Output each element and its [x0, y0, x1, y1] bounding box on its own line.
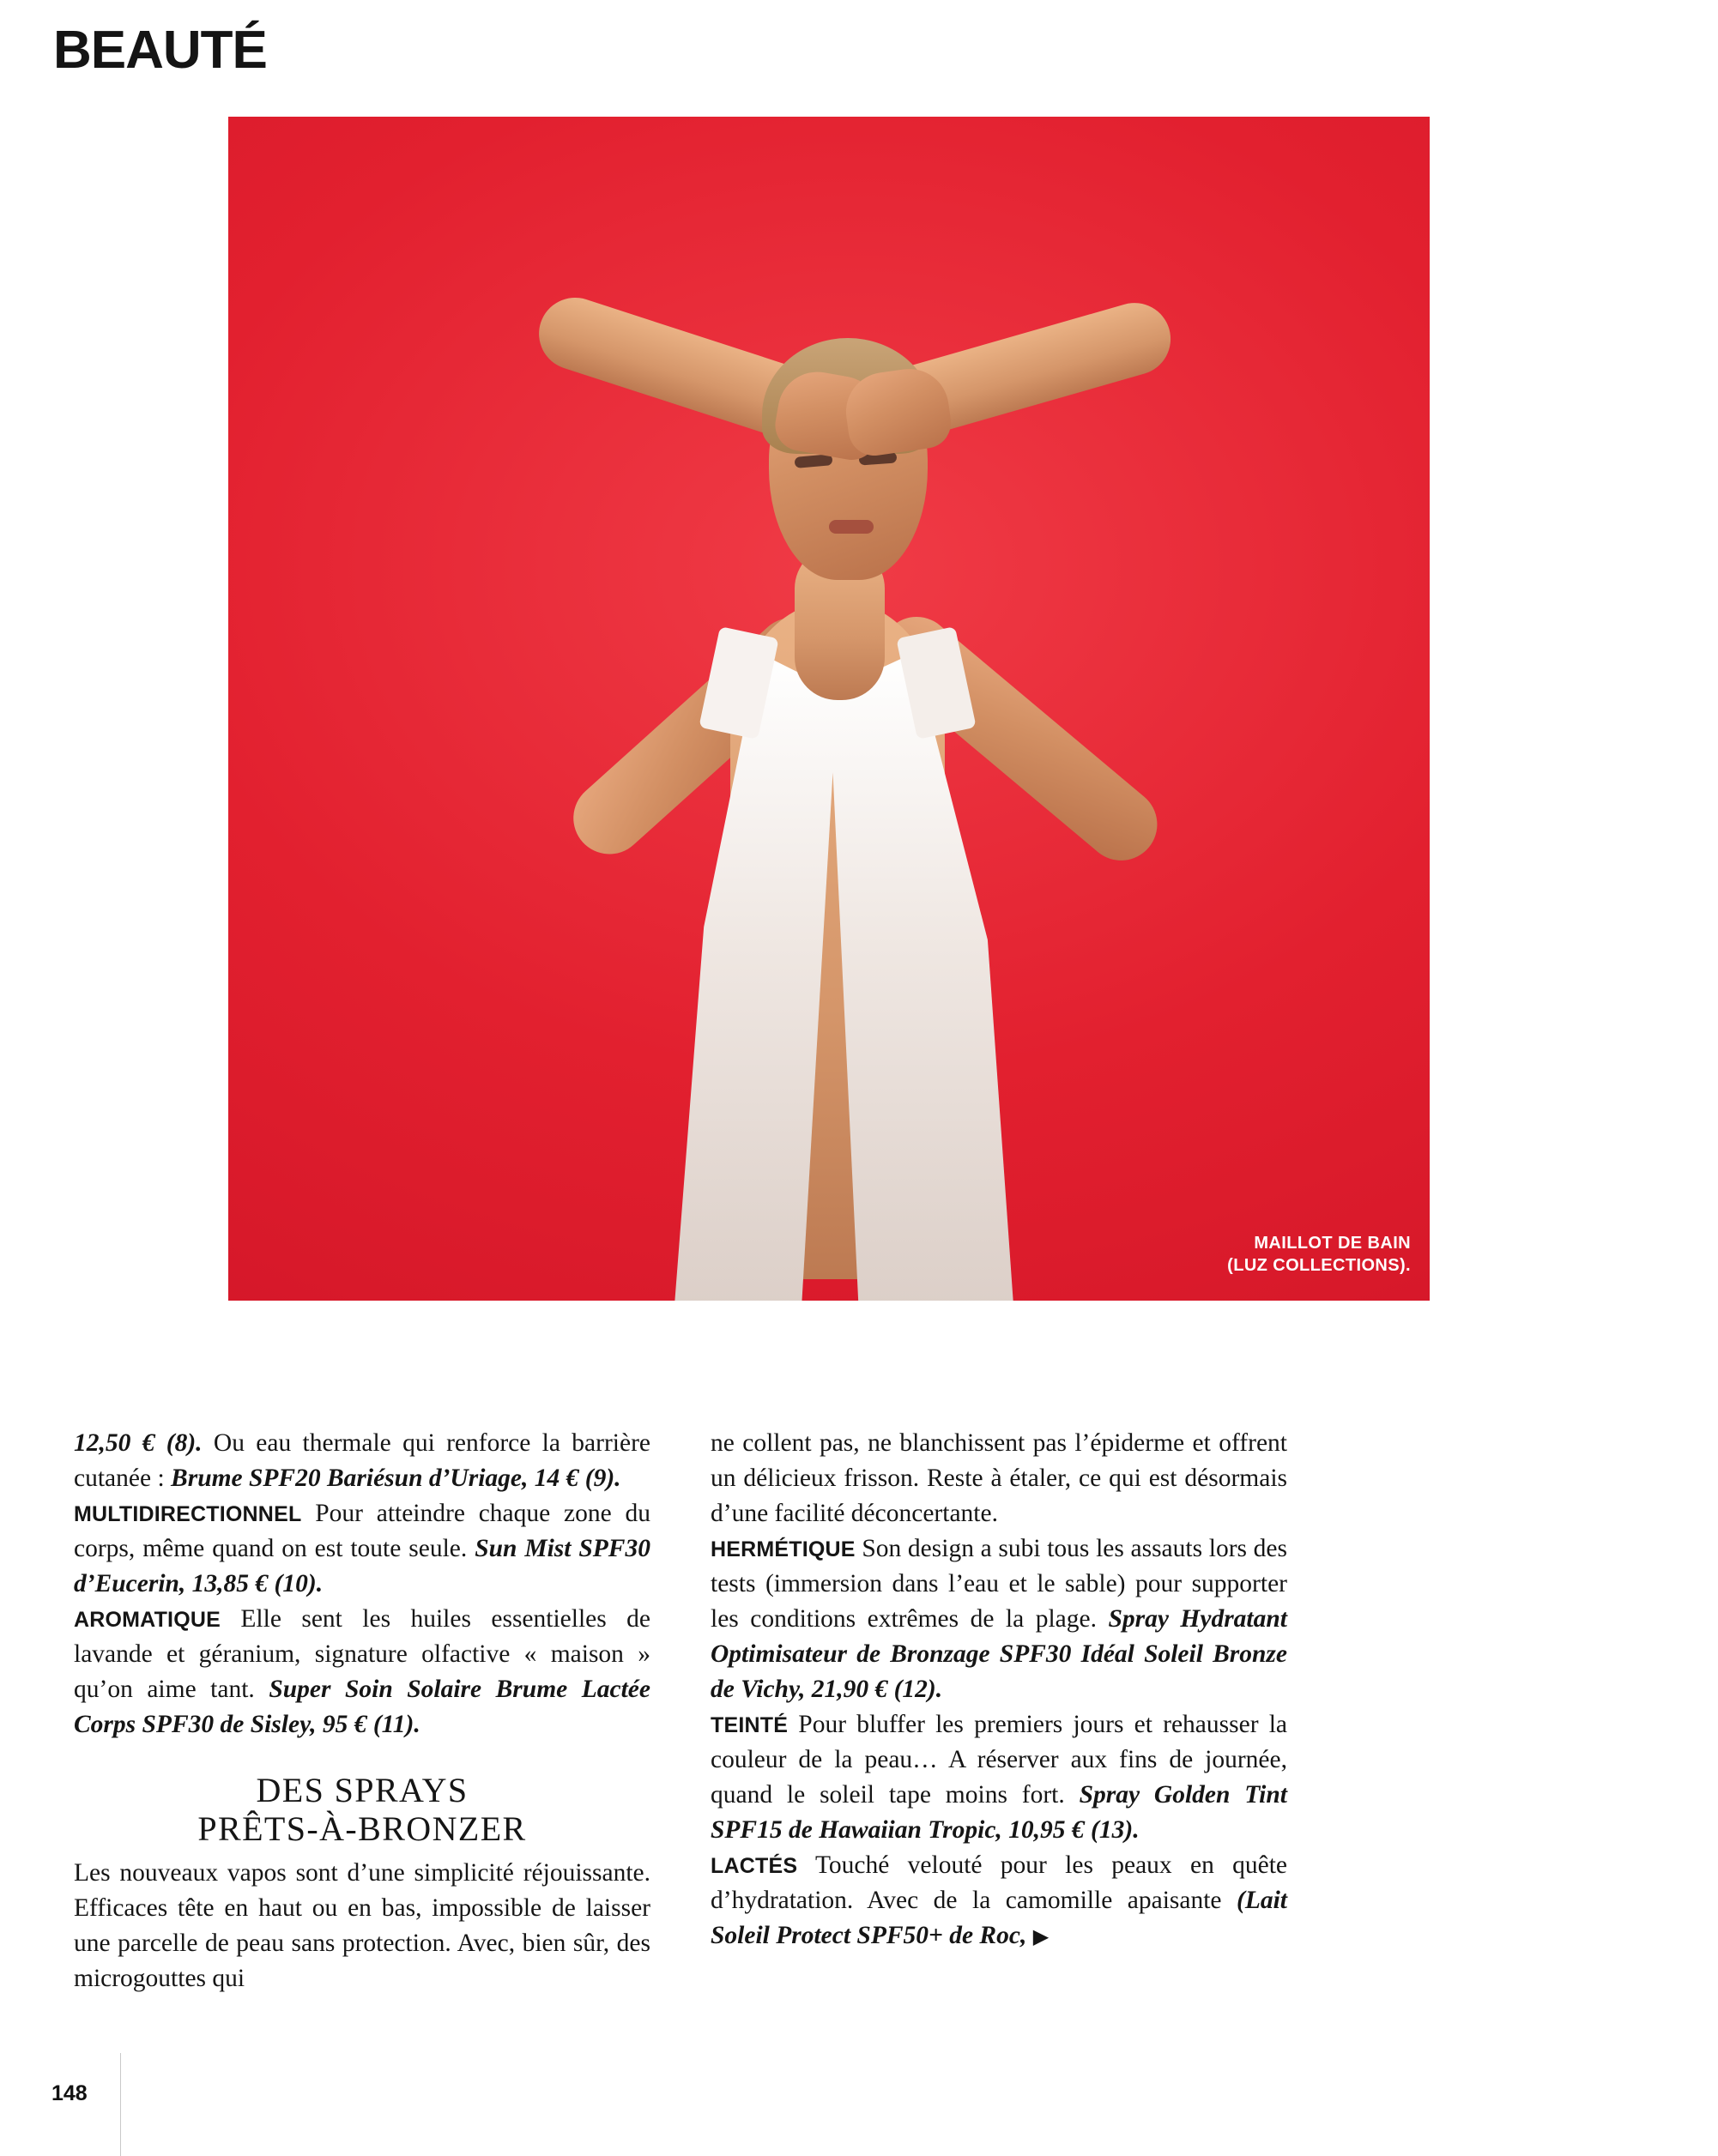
photo-credit-line-2: (LUZ COLLECTIONS).: [1227, 1256, 1411, 1275]
product-hermetique: Spray Hydratant Optimisateur de Bronzage SPF30 Idéal Soleil Bronze de Vichy, 21,90 € (12).: [711, 1605, 1287, 1703]
paragraph-hermetique: [711, 1531, 1287, 1707]
paragraph-continuation: ne collent pas, ne blanchissent pas l’épiderme et offrent un délicieux frisson. Reste à étaler, ce qui est désormais d’une facilité déconcertante.: [711, 1429, 1287, 1527]
article-body: [74, 1426, 1653, 1996]
subheading-line-2: PRÊTS-À-BRONZER: [197, 1809, 527, 1848]
paragraph-teinte: [711, 1707, 1287, 1848]
page-title: BEAUTÉ: [53, 21, 267, 80]
footer-divider: [120, 2053, 121, 2156]
text-teinte: Pour bluffer les premiers jours et rehausser la couleur de la peau… A réserver aux fins de journée, quand le soleil tape moins fort.: [711, 1711, 1287, 1809]
text-multidirectionnel: Pour atteindre chaque zone du corps, même quand on est toute seule.: [74, 1500, 650, 1562]
kicker-multidirectionnel: MULTIDIRECTIONNEL: [74, 1502, 302, 1526]
kicker-aromatique: AROMATIQUE: [74, 1608, 221, 1632]
column-left: [74, 1426, 650, 1996]
product-lactes: (Lait Soleil Protect SPF50+ de Roc,: [711, 1887, 1287, 1949]
paragraph-sprays-intro: Les nouveaux vapos sont d’une simplicité réjouissante. Efficaces tête en haut ou en bas, impossible de laisser une parcelle de peau sans protection. Avec, bien sûr, des microgouttes qui: [74, 1858, 650, 1992]
paragraph-intro: [74, 1426, 650, 1496]
paragraph-multidirectionnel: [74, 1496, 650, 1602]
lips: [829, 520, 874, 534]
model-figure: [228, 117, 1430, 1301]
product-aromatique: Super Soin Solaire Brume Lactée Corps SPF30 de Sisley, 95 € (11).: [74, 1676, 650, 1738]
intro-text: Ou eau thermale qui renforce la barrière cutanée :: [74, 1429, 650, 1492]
page-number: 148: [51, 2081, 88, 2105]
photo-credit-line-1: MAILLOT DE BAIN: [1254, 1234, 1411, 1253]
column-right: [711, 1426, 1287, 1996]
product-teinte: Spray Golden Tint SPF15 de Hawaiian Tropic, 10,95 € (13).: [711, 1781, 1287, 1844]
continuation-arrow-icon: ▶: [1032, 1926, 1050, 1948]
kicker-hermetique: HERMÉTIQUE: [711, 1537, 856, 1561]
kicker-lactes: LACTÉS: [711, 1854, 798, 1878]
photo-credit: [1227, 1232, 1411, 1277]
product-multidirectionnel: Sun Mist SPF30 d’Eucerin, 13,85 € (10).: [74, 1535, 650, 1597]
kicker-teinte: TEINTÉ: [711, 1713, 789, 1737]
text-lactes: Touché velouté pour les peaux en quête d’hydratation. Avec de la camomille apaisante: [711, 1851, 1287, 1914]
subheading-line-1: DES SPRAYS: [256, 1771, 469, 1809]
paragraph-lactes: [711, 1848, 1287, 1954]
article-subheading: [74, 1772, 650, 1849]
intro-price: 12,50 € (8).: [74, 1429, 203, 1457]
editorial-photo: [228, 117, 1430, 1301]
page-header: [53, 21, 568, 101]
intro-product: Brume SPF20 Bariésun d’Uriage, 14 € (9).: [171, 1465, 621, 1492]
text-aromatique: Elle sent les huiles essentielles de lavande et géranium, signature olfactive « maison » qu’on aime tant.: [74, 1605, 650, 1703]
paragraph-aromatique: [74, 1602, 650, 1742]
text-hermetique: Son design a subi tous les assauts lors des tests (immersion dans l’eau et le sable) pour supporter les conditions extrêmes de la plage.: [711, 1535, 1287, 1633]
